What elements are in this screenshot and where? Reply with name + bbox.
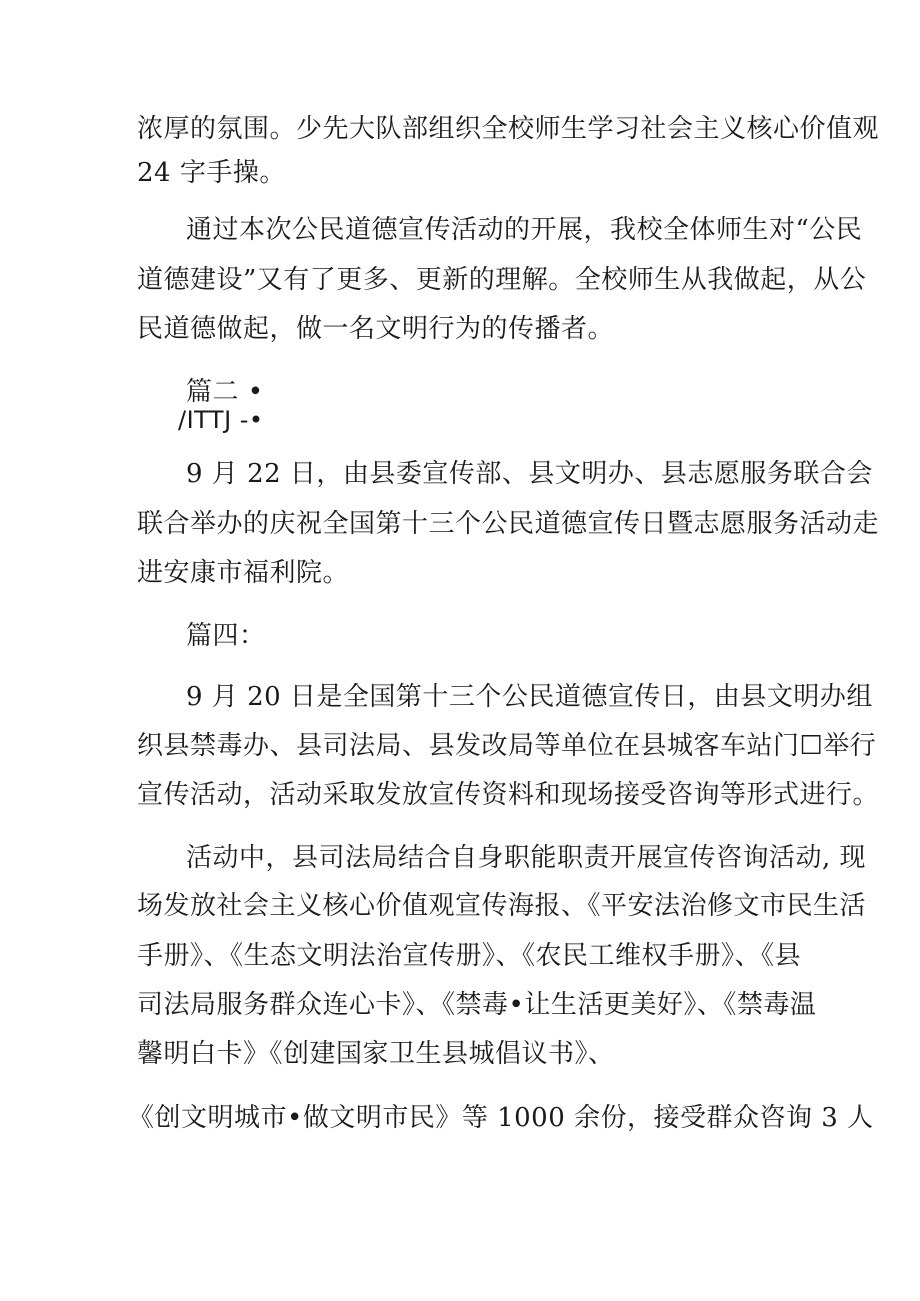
text-line: 馨明白卡》《创建国家卫生县城倡议书》、: [137, 1039, 615, 1069]
text-line: 联合举办的庆祝全国第十三个公民道德宣传日暨志愿服务活动走: [137, 509, 880, 539]
text-line: 场发放社会主义核心价值观宣传海报、《平安法治修文市民生活: [137, 891, 867, 921]
text-line: 进安康市福利院。: [137, 558, 350, 588]
text-line: 宣传活动，活动采取发放宣传资料和现场接受咨询等形式进行。: [137, 780, 880, 810]
text-line: 浓厚的氛围。少先大队部组织全校师生学习社会主义核心价值观: [137, 114, 880, 144]
text-line: 9 月 22 日，由县委宣传部、县文明办、县志愿服务联合会: [186, 459, 873, 489]
text-line: 司法局服务群众连心卡》、《禁毒•让生活更美好》、《禁毒温: [137, 990, 817, 1020]
text-line: 民道德做起，做一名文明行为的传播者。: [137, 314, 615, 344]
section-heading: 篇四：: [186, 621, 266, 651]
section-heading: 篇二 •: [186, 377, 264, 407]
text-line: 9 月 20 日是全国第十三个公民道德宣传日，由县文明办组: [186, 682, 873, 712]
text-line: 《创文明城市•做文明市民》等 1000 余份，接受群众咨询 3 人: [128, 1103, 874, 1133]
text-line: 通过本次公民道德宣传活动的开展，我校全体师生对“公民: [186, 215, 863, 245]
text-line: 活动中，县司法局结合自身职能职责开展宣传咨询活动, 现: [186, 843, 867, 873]
text-line: 织县禁毒办、县司法局、县发改局等单位在县城客车站门☐举行: [137, 731, 877, 761]
text-line: 24 字手操。: [137, 158, 286, 188]
text-line: 手册》、《生态文明法治宣传册》、《农民工维权手册》、《县: [137, 941, 802, 971]
text-line: 道德建设”又有了更多、更新的理解。全校师生从我做起，从公: [137, 265, 867, 295]
garbled-text: /ITTJ -•: [178, 406, 264, 434]
